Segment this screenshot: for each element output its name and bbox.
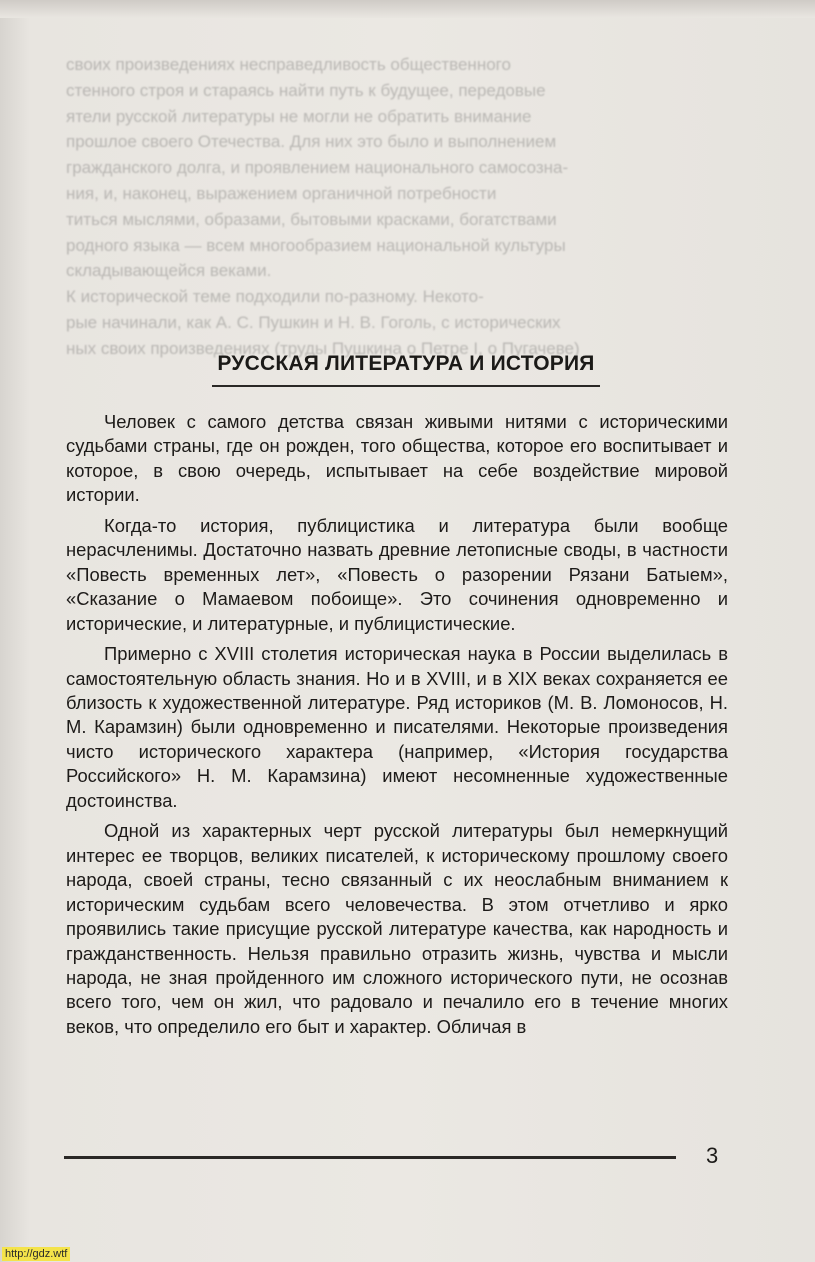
paragraph: Одной из характерных черт русской литературы был немеркнущий интерес ее творцов, великих писателей, к историческому прошлому своего народа, своей страны, тесно связанный с их неослабным вниманием к историческим судьбам всего человечества. В этом отчетливо и ярко проявились такие присущие русской литературе качества, как народность и гражданственность. Нельзя правильно отразить жизнь, чувства и мысли народа, не зная пройденного им сложного исторического пути, не осознав всего того, чем он жил, что радовало и печалило его в течение многих веков, что определило его быт и характер. Обличая в	[66, 820, 728, 1037]
title-underline	[212, 385, 600, 387]
bleed-line: стенного строя и стараясь найти путь к будущее, передовые	[66, 80, 546, 100]
page-top-shadow	[0, 0, 815, 18]
bleed-through-text	[66, 52, 766, 358]
footer-rule	[64, 1156, 676, 1159]
chapter-title: РУССКАЯ ЛИТЕРАТУРА И ИСТОРИЯ	[217, 352, 595, 375]
bleed-line: ятели русской литературы не могли не обратить внимание	[66, 106, 532, 126]
paragraph: Когда-то история, публицистика и литература были вообще нерасчленимы. Достаточно назвать древние летописные своды, в частности «Повесть временных лет», «Повесть о разорении Рязани Батыем», «Сказание о Мамаевом побоище». Это сочинения одновременно и исторические, и литературные, и публицистические.	[66, 514, 728, 634]
bleed-line: прошлое своего Отечества. Для них это было и выполнением	[66, 132, 557, 152]
bleed-line: титься мыслями, образами, бытовыми красками, богатствами	[66, 209, 557, 229]
bleed-line: своих произведениях несправедливость общественного	[66, 55, 511, 74]
article-body	[66, 410, 728, 1045]
watermark-link[interactable]: http://gdz.wtf	[2, 1247, 70, 1261]
bleed-line: К исторической теме подходили по-разному. Некото-	[66, 287, 484, 307]
paragraph: Человек с самого детства связан живыми нитями с историческими судьбами страны, где он рожден, того общества, которое его воспитывает и которое, в свою очередь, испытывает на себе воздействие мировой истории.	[66, 411, 728, 506]
paragraph: Примерно с XVIII столетия историческая наука в России выделилась в самостоятельную область знания. Но и в XVIII, и в XIX веках сохраняется ее близость к художественной литературе. Ряд историков (М. В. Ломоносов, Н. М. Карамзин) были одновременно и писателями. Некоторые произведения чисто исторического характера (например, «История государства Российского» Н. М. Карамзина) имеют несомненные художественные достоинства.	[66, 643, 728, 811]
bleed-line: рые начинали, как А. С. Пушкин и Н. В. Гоголь, с исторических	[66, 312, 561, 332]
bleed-line: родного языка — всем многообразием национальной культуры	[66, 235, 566, 255]
bleed-line: гражданского долга, и проявлением национального самосозна-	[66, 158, 569, 178]
bleed-line: ния, и, наконец, выражением органичной потребности	[66, 183, 497, 203]
bleed-line: ных своих произведениях (труды Пушкина о Петре I, о Пугачеве)	[66, 338, 580, 358]
page-number: 3	[706, 1143, 719, 1168]
bleed-line: складывающейся веками.	[66, 261, 272, 281]
